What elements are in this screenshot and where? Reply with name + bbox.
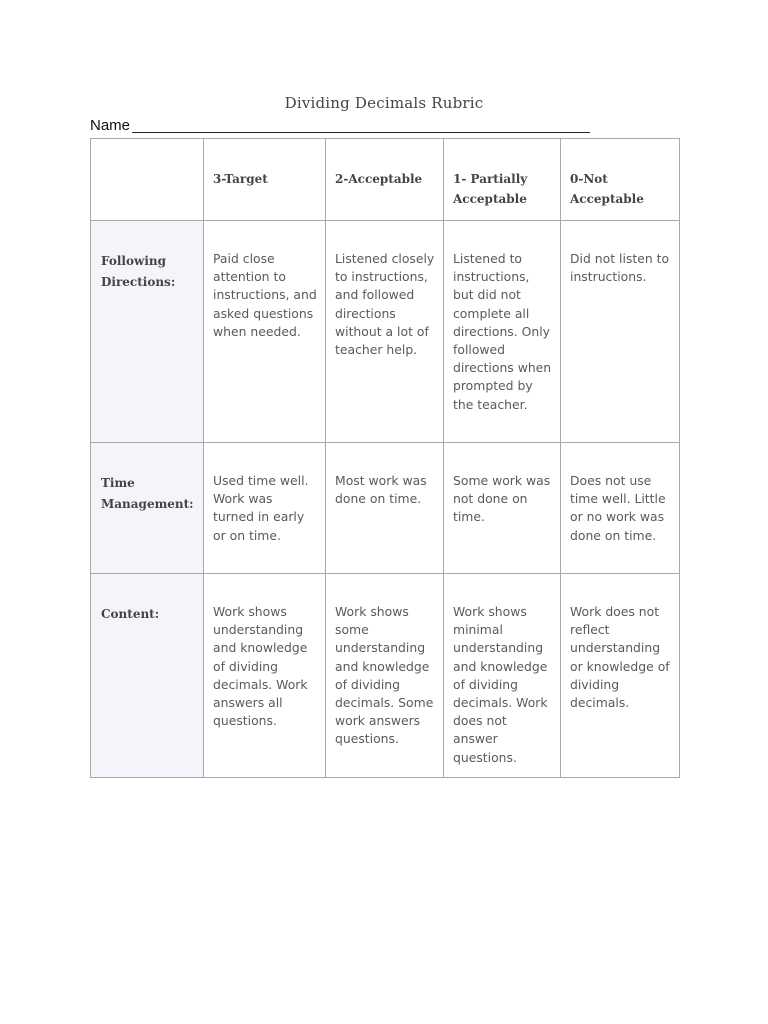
criterion-label: Content: <box>101 607 160 621</box>
column-label: 0-Not Acceptable <box>570 172 644 206</box>
document-title: Dividing Decimals Rubric <box>284 94 484 112</box>
table-cell: Did not listen to instructions. <box>561 221 680 443</box>
name-underline <box>132 132 590 133</box>
column-label: 1- Partially Acceptable <box>453 172 528 206</box>
header-cell-target <box>204 139 326 221</box>
row-header-content <box>91 574 204 778</box>
table-cell: Work shows minimal understanding and knowledge of dividing decimals. Work does not answer questions. <box>444 574 561 778</box>
header-cell-empty <box>91 139 204 221</box>
table-cell: Listened to instructions, but did not complete all directions. Only followed directions when prompted by the teacher. <box>444 221 561 443</box>
column-label: 3-Target <box>213 172 268 186</box>
table-cell: Does not use time well. Little or no work was done on time. <box>561 443 680 574</box>
criterion-label: Following Directions: <box>101 254 176 289</box>
criterion-label: Time Management: <box>101 476 194 511</box>
name-label: Name <box>90 117 131 134</box>
table-cell: Most work was done on time. <box>326 443 444 574</box>
row-header-time-management <box>91 443 204 574</box>
table-cell: Work shows some understanding and knowledge of dividing decimals. Some work answers questions. <box>326 574 444 778</box>
header-cell-acceptable <box>326 139 444 221</box>
table-cell: Some work was not done on time. <box>444 443 561 574</box>
row-header-following-directions <box>91 221 204 443</box>
header-cell-partially-acceptable <box>444 139 561 221</box>
name-field <box>90 117 590 135</box>
rubric-table <box>90 138 680 778</box>
table-header-row <box>91 139 680 221</box>
table-row <box>91 221 680 443</box>
header-cell-not-acceptable <box>561 139 680 221</box>
table-cell: Used time well. Work was turned in early or on time. <box>204 443 326 574</box>
table-cell: Paid close attention to instructions, and asked questions when needed. <box>204 221 326 443</box>
table-row <box>91 574 680 778</box>
table-cell: Listened closely to instructions, and followed directions without a lot of teacher help. <box>326 221 444 443</box>
table-cell: Work shows understanding and knowledge of dividing decimals. Work answers all questions. <box>204 574 326 778</box>
column-label: 2-Acceptable <box>335 172 423 186</box>
table-row <box>91 443 680 574</box>
table-cell: Work does not reflect understanding or knowledge of dividing decimals. <box>561 574 680 778</box>
